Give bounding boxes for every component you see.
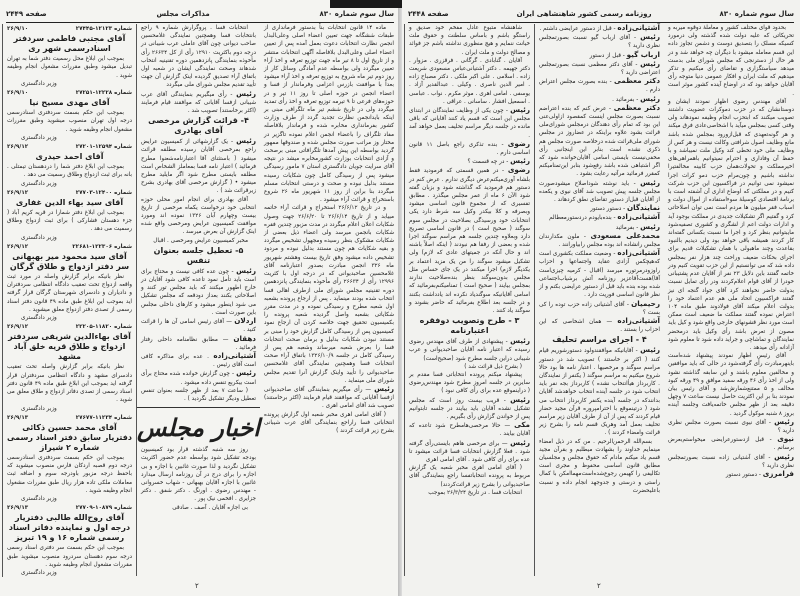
paragraph: پیشنهاد میکنم پرونده انتخاباتی فسا مقدم بر سایرین در جلسه امروز مطرح شود مهندس‌رضوی ( دراینموقع عده برای رأی کافی نبود ) xyxy=(409,371,530,395)
paragraph: ماده ۱۴ قانون انتخابات بناً بدستور فرمانداری از طبقات ششگانه جهت تعیین اعضاء اصلی وعلی‌البدل انجمن نظارت انتخابات دعوت بعمل آمده پس از تعیین اعضاء اصلی وعلی‌البدل بلافاصله آگهی انتخابات منتشر و از تاریخ اول تا ۸ تیر ماه جهت توزیع تعرفه و اخذ آراء تعیین میگردد ولی بواسطه عدم آمادگی وسائل کار از روز دوم تیر ماه شروع به توزیع تعرفه و اخذ آراء میشود بعداً با موافقت بازرس اعزامی وفرماندار از فسا و اعضاء انجمن در حوزه اصلی تا روز ۱۱ تیر و در حوزه‌های فرعی تا ۹ تیرمه توزیع تعرفه و اخذ رأی تمدید میگردد ولی در تاریخ ششم تیر ماه تلگرافی مبنی بر اینکه بایدانجمن نظارت تجدید گردد از طرف وزارت کشور بفرمانداری مخابره شده و فرماندار بلافاصله مفاد تلگراف را باعضاء انجمن اعلام نموده تاگزیر در مختار وز مراتب صورت مجلس شده و صندوقها ممهور گردید بواسطه این پیش آمدها تلگرافاتی مبنی برصحت و آزادی انتخابات بوزارت کشورمخابره میشد در نتیجه آقای سرایت جویان دادگستری استان ۷ مامور رسیدگی میشود پس از رسیدگی کامل چون شکایات رسیده مستند بدلیل نبوده و صحت و درستی انتخابات مسلم میگردد بنا براین از روز ۱۱ شهریور ماه ۲۶ شروع باستخراج و قرائت آراء میشود . xyxy=(264,25,395,204)
speaker-statement xyxy=(141,352,256,369)
reference-number: شماره ۱۲۵۹۴-۲۷۲۰۱ xyxy=(75,144,132,151)
speaker-name: رضوی xyxy=(507,165,530,175)
paragraph: بحدود قوای مختلف کشور و معاملهٔ دوقوه میربه و تحریکاتی که علیه دولت شده گذشته ولی درمورد کسیکه مسلک را بتصدیق دوست و دشمن تجاوز داده این قسم معامله میشود با دیگران چه خواهد شد و در هر حال از دسترنجی که مجلس شورای ملی بدست میدهد سیاستگزاری و تقاضای رأی میکنیم و تذکر میدهیم که ملت ایران و افکار عمومی دنیا متوجه رأی آقایان خواهد بود که در اوضاع آینده کشور موثر است . xyxy=(668,25,794,97)
speaker-name: رئیس xyxy=(640,93,660,103)
paragraph: انتخابات فسا . پروگرارش شماره ۹ راجع بانتخابات فسا وهمچنین نمایندگی غلامحسین صاحب دیوانی چون آقای عاملی عرب شیبانی در درجه دوم باکثریت ۱۲۹۱۰ رأی از کل ۲۶۶۳۴ رأی مأخوذه بنمایندگی پانزدهمین دوره تقنینیه انتخاب شدهاند وصحت نمایندگی ایشان در شعبه اول باتفاق آراء تصدیق گردیده اینک گزارش آن جهت تأیید تقدیم مجلس شورای ملی میگردد xyxy=(141,25,256,89)
paragraph: آقای بهادری برای انجام امور محلی حوزه انتخابی خود درخواست یکماه مرخصی از تاریخ بیست وچهارم آبان ۱۳۲۶ نموده اند ومورد موافقت کمیسیون عرایض ومرخصی واقع شده اینک گزارش آن بعرض میرسد . xyxy=(141,196,257,236)
column-3 xyxy=(404,24,534,576)
paragraph: ( آقای امامی اهری مخبر شعبه یک گزارش مربوط به پرونده انتخاباتفسا راجع بنمایندگی آقای صاحبدیوانی را بشرح زیر قرائت‌کردند) xyxy=(409,465,530,488)
speaker-statement xyxy=(668,435,794,452)
speaker-name: آشتیانی‌زاده xyxy=(617,212,660,222)
speaker-statement xyxy=(539,232,660,249)
article-heading: آقای احمد حیدری xyxy=(35,152,104,162)
speaker-name: رئیس xyxy=(640,345,660,355)
statement-text: — مطابق نظامنامه داخلی رفتار فرمائید . xyxy=(141,336,256,351)
statement-text: - آقای آشتیانی زاده نسبت بصورتمجلس نظری دارید ؟ xyxy=(668,454,794,469)
paragraph: نظر بانیکه برابر گزارش واصله در مورد ثبت واقعه ازدواج تحت تعقیب دادگاه انتظامی سردفتران و دادیاران و دادسرای شهرستان گرگان قرار گرفته اید بموجب این ابلاغ طبق ماده ۴۹ قانون دفتر اسناد رسمی از تصدی دفتر ازدواج معلق میشوید . xyxy=(7,274,132,313)
signature: وزیر دادگستری xyxy=(21,134,57,141)
speaker-statement xyxy=(409,166,530,315)
reference-date: ۲۶/۹/۱۲ xyxy=(7,243,29,250)
reference-date: ۲۶/۹/۱۲ xyxy=(7,324,29,331)
paragraph: بموجب این حکم بسمت سردفتری اسنادرسمی درجه دوم قصبه اردکان فارس منصوب میشوید که باحفظ درجه مزبور باودرجه سوم و اضافه ثبت معاملات ملکی تاده هزار ریال طبق مقررات مشغول انجام وظیفه شوید . xyxy=(7,454,132,494)
speaker-statement xyxy=(409,337,530,363)
speaker-name: رئیس xyxy=(374,383,394,393)
speaker-name: نمایندگان xyxy=(626,203,660,213)
statement-text: - قبل از دستور xyxy=(589,52,627,59)
statement-text: - وضعیت مملکت بکشوری است که‌هیچکس آزادی عقاید واجتماعها و احزاب راوزودرمرتوره میرسد (اقبال - کرمیه چیزی‌است آقا)هست‌آقاعزیر روزنامه آتش برشیاب‌اجتماعی شده بوده بنده باید قبل از دستور عرایضی بکنم و از نظر قانون اساسی فوریت دارد . xyxy=(539,251,660,299)
speaker-statement xyxy=(668,418,794,435)
statement-text: - آقایانیکه موافقندولود دستورشوریم قیام کنند ( اکثر بر خاستند ) تصویب شد در دستور مراسم سوگند و مرخصیها . اعتبار نامه ها بود حالا شروع میکنیم به مراسم سوگند ( یکنفر از نمایندگان . کاربرداز هیأانتخاب نشده ) کاربرداز بجه نفر باید انتخاب شود در جلسه آینده انتخاب خواهدشد آقایان بدانندکه در جلسه آینده یکنفر کاربرداز انتخاب می شود ( درتینموقع با احترامپروره قرآن مجید حضار قیام کردند که پس از آن از طرف آقایان زیر مراسم تحلیف بعمل آمد وهریک قسم نامه را بشرح زیر قرائت وامضاء کردند ) . xyxy=(539,348,660,437)
header-issue: سال سوم شماره ۸۳۰ xyxy=(319,10,394,18)
speaker-statement xyxy=(141,137,256,195)
speaker-statement xyxy=(668,470,794,479)
speaker-statement xyxy=(409,140,530,157)
reference-line xyxy=(7,504,132,512)
reference-date: ۲۶/۹/۱۳ xyxy=(7,414,29,421)
speaker-name: رئیس xyxy=(510,156,530,166)
statement-text: - عرض کنم که بنده اعتراضم نسبت بصورت مجلس اینست کمقصود ازاولی‌عنی این بود که تمام رأی دهندگان درمجلس شورای‌ملی قرائت بشود علاوه براینکه در عضاروز در مجلس شورای ملی‌قرائت شده درخلاصه صورت مجلس هم ذکری نشده است بنابر این اینجانبی رأی مخفی‌نیست بایستی اسامی آقایان‌خوانده شود که اگر اشتباهی شده باشد رفع‌شود بنابر این‌تمنامیکنم کمقرر فرمائید مرآتیه رعایت بشود . xyxy=(539,105,660,178)
reference-line xyxy=(7,89,132,97)
page-number: ۲ xyxy=(195,582,199,590)
statement-text: - آقای دکتر معظمی نسبت بصورتمجلس اعتراضی دارید ؟ xyxy=(539,61,660,77)
signature: وزیر دادگستری xyxy=(21,405,57,412)
reference-line xyxy=(7,414,132,422)
reference-number: شماره ۱۲۲۲۸-۲۷۲۵۱ xyxy=(75,90,132,97)
signature: وزیر دادگستری xyxy=(21,569,57,576)
reference-number: شماره ۱۲۱۲۳-۲۷۴۴۵ xyxy=(75,26,132,32)
statement-text: — همان اشخاصی که این احزاب را بستند . xyxy=(539,318,660,334)
running-header xyxy=(408,8,794,23)
statement-text: — برای مرخصی هاهم بایستی‌رأی گرفته شود . فعلا گزارش انتخابات فسا قرائت میشود تا عده برای رأی کافی شود . آقای امامی اهری xyxy=(409,440,530,463)
speaker-statement xyxy=(539,346,660,437)
speaker-name: رئیس xyxy=(236,265,256,275)
speaker-name: دکتر معظمی xyxy=(613,102,661,112)
speaker-statement xyxy=(539,249,660,299)
statement-text: - چون گزارش خوانده شده محتاج برأی است بیکربع تنفس داده میشود . xyxy=(141,371,256,386)
article-heading: ۴- قرائت گزارش مرخصی آقای بهادری xyxy=(148,116,249,136)
speaker-statement xyxy=(539,300,660,317)
speaker-name: رئیس xyxy=(640,221,660,231)
speaker-name: آشتیانی‌زاده xyxy=(617,315,660,325)
statement-text: - آقای نیوی نسبت بصورت مجلس نظری دارید ؟ xyxy=(668,419,794,434)
paragraph: نظر بانیکه برابر گزارش واصله تحت تعقیب دادسرای مشهد و دادگاه انتظامی سردفتران قرار گرفته اید بموجب این ابلاغ طبق ماده ۴۹ قانون دفتر اسناد رسمی از تصدی دفاتر ازدواج و طلاق معلق می شوید . xyxy=(7,364,132,404)
column-1 xyxy=(664,24,798,576)
paragraph: روز سه شنبه گذشته قرار بود کمیسیون بودجه تشکیل شود بواسطه عدم حضور اکثریت تشکیل نگردید و لذا صورت غائبین با اجازه و بی اجازه را برای درج در آن روزنامه ارسال میدارد غائبین با اجازه آقایان بهبهانی - شهاب خسروانی - مهندس رضوی . اورنگ . دکتر شفق . دکتر جزایری . افخمی نیک پور . xyxy=(141,447,256,503)
paragraph: بموجب این ابلاغ محل رسمیت دفتر شما به تهران تبدیل میشود وطبق مقررات مشغول انجام وظیفه شوید . xyxy=(7,56,132,79)
statement-text: - بنده بصورت مجلس اعتراض دارم . xyxy=(539,79,660,94)
speaker-statement xyxy=(141,90,256,116)
statement-text: - باید نوشته شوداصلاح میشودصورت مجلس جلسه پیش تصویب شد آقای نیوی و یکعده از آقایان قبل‌از دستور تقاضای نطق کردهاند . xyxy=(539,180,660,204)
paragraph: شاهنشاه متبوع عادل مفخم خود صدیق و راستگو باشم و باساس سلطنت و حقوق ملت خیانت ننمایم و هیچ منظوری نداشته باشم جز فوائد و مصالح دولت و ملت ایران . xyxy=(409,25,530,56)
statement-text: - آقای ارباب گیو نسبت بصورتمجلس نظری دارید ؟ xyxy=(539,35,660,50)
reference-line xyxy=(7,143,132,151)
speaker-name: رئیس xyxy=(236,88,256,98)
paragraph: بموجب این ابلاغ دفتر شما را دردهستان تیمتلی . بانه برای ثبت ازدواج وطلاق رسمیت می دهد . xyxy=(7,164,132,179)
statement-text: - بنده‌بایودم دردستورمعطالم xyxy=(549,215,618,222)
column-2 xyxy=(534,24,664,576)
paragraph: ( ساعت ۷ بعد از ظهر جلسه بعنوان تنفس تعطیل ودیگر تشکیل نگردید ) . xyxy=(141,387,256,402)
speaker-name: رئیس xyxy=(640,32,660,42)
paragraph: بموجب این حکم بسمت سردفتری اسنادرسمی درجه اول تهران منصوب میشوید وطبق مقررات مشغول انجام وظیفه شوید . xyxy=(7,110,132,133)
paragraph: انتخابات فسا . در تاریخ ۲۶/۳/۲۴ بموجب xyxy=(428,489,522,496)
speaker-name: رئیس xyxy=(510,336,530,346)
statement-text: — رأی میگیریم بنمایندگی آقای صاحبدیوانی ازفسا آقایانی که موافقند قیام فرمایند (اکثر برخاستند) تصویب شد آقای امامی اهری . xyxy=(264,386,394,410)
article-heading: آقای محمد حسین ذکائی دفتریار سابق دفتر اسناد رسمی شماره ۲ شیراز xyxy=(7,422,132,452)
article-heading: آقای مهدی مسیح نیا xyxy=(29,98,110,108)
signature: وزیر دادگستری xyxy=(21,315,57,322)
speaker-name: رئیس xyxy=(640,177,660,187)
speaker-statement xyxy=(668,453,794,470)
speaker-statement xyxy=(409,421,530,438)
statement-text: - بفرمائید xyxy=(615,224,641,231)
paragraph: آقای مهندس رضوی اظهار نمودند ایشان و دوستانشان که در حزب دموکرات عضویت داشتند تصویب میکنند که ابتحزب انجام وظیفه نمودهاند ولی وقتی کسی بمجلس میآید با اشخاصی‌عادی فرق میکند و هر گونه‌تعهدی که قبل‌ازورود بمجلس شده باشد مانع وظایف اصول شرافتی وکالت نیست و هر کس از وظایف ملی خود تخطی کند وکیل ملت نمیباشد و با حفظ آن وفاداری و احترام نمیتوانیم باهمراهی‌های اخیرمملکت و تحولات‌همان حزب کابینه مخالفتیرا نداشته باشیم و چون‌مرام حزب دمو کرات اجرا نمیشود نمی توانیم در فراکسیون این حزب شرکت کنیم و در مملکتی که اوضاع اداری آن آشفته است با برنامهٔ اقتصادی کوسیلهٔ سوءاستفاده از اموال دولت و اسباب فقر میلیون ها مردم است نمی توان اصلاحاتی کرد و گفتیم اگر تشکیلات جدیدی در مملکت بوجود آید و ادارات دولت اعم از لشگری و کشوری تصفیه‌شود مایبتوانیم بنظر کرد و اجرا ما نسبت بکسانی گفته‌اند کار کردند همیشه باقی خواهد بود ولی دیدیم بالنبود بقاعدت وچند ماهبولی با همان تشکیلات قدیم برای اجرای بحکات ضعیف وراحت چند هزار نفر بمجلس داده شد که می توانستیم از این حزب تقویت کنیم ودر خاتمه گفتند باین دلایل ۲۳ نفر از آقایان عدم پشتیبانی خودرا از آقای قوام اعلام‌کردند ودر رأی تمایل نسبت بدولت حاضر نخواهند کرد آقای جواد گنجه ای نیز گفتند فراکسیون اتحاد ملی هم عدم اعتماد خود را بدولت اعلام میکند آقای فولادوند طبق ماده ۱۰۴ اعتراض نموده گفتند مملکت ما ضعیف است ممکن است مورد نظر قشونهای خارجی واقع شود و کیل باید مصون از تعرض باشد رأی وکیل باید درمحضر نمایندگان و تماشاچی و جراید داده شود تا معلوم شود آزادانه رأی میدهد . xyxy=(668,98,794,351)
speaker-statement xyxy=(539,77,660,94)
reference-line xyxy=(7,323,132,331)
header-section: مذاکرات مجلس xyxy=(156,10,210,18)
statement-text: — آقای رئیس اسامی آن ها را قرائت کنید . xyxy=(141,319,256,334)
speaker-name: آشتیانی‌زاده xyxy=(617,248,660,258)
speaker-name: رئیس xyxy=(236,368,256,378)
article-heading: آقای بهاءالدین شریفی سردفتر ازدواج و طلاق قریه خلق آباد مشهد xyxy=(8,332,131,362)
paragraph: ( بشرح ذیل قرائت شد ) xyxy=(464,363,522,370)
paragraph: مخبر کمیسیون عرایض ومرخصی . اقبال xyxy=(153,237,248,244)
reference-number: شماره ۱۱۸۲۰-۲۲۲۰۵ xyxy=(75,324,132,331)
article-heading: ۳ - طرح وتصویب دوفقره اعتبارنامه xyxy=(419,316,520,336)
speaker-name: اردلان xyxy=(234,316,256,326)
paragraph: بموجب این ابلاغ دفتر شمارا در قریه کریم آباد ( جزء دهستان فشارکی ) برای ثبت ازدواج وطلاق رسمیت می دهد . xyxy=(7,210,132,233)
masthead-logo: اخبار مجلس xyxy=(137,407,260,444)
right-page xyxy=(402,0,800,596)
speaker-name: رئیس xyxy=(774,451,794,461)
statement-text: - چون یکی از وظایف نمایندگان در ابتدای مجلس این است که قسم یاد کنند آقایانی که باقی مانده در جلسه دیگر مراسم تحلیف بعمل خواهد آمد . xyxy=(409,108,530,139)
signature: وزیر دادگستری xyxy=(21,80,57,87)
speaker-statement xyxy=(264,385,394,411)
statement-text: - قریب بیست روز است که مجلس تشکیل نشده آقایان باید بیایند در جلسه تابتوانیم پس از خواندن گزارش رأی بگیریم . xyxy=(409,397,530,420)
speaker-name: نیوی xyxy=(777,434,794,444)
speaker-name: رئیس xyxy=(510,394,530,404)
reference-number: شماره ۱۰۸۷۹-۲۷۷۰۹ xyxy=(75,505,132,512)
paragraph: و در تاریخ ۲۶/۶/۱۲ استخراج و قرائت آراء خاتمه مییابد و از تاریخ ۲۶/۶/۱۴ تا ۲۶/۶/۲۰ جهت وصول شکایات اعلان اعلام میگردد در مدت مزبور چندین فقره شکایات بانجمن میرسد ولی اعضاء ذیل بعضی از شکایات مشکوک بنظر رسیده ومجهول تشخیص میگردد و بقیه شکایات هم چون مستند بدلیل نبوده و مردود تشخیص داده میشود وفق تاریخ بیست وهشتم شهریور ماه ۳۲۶ انجمن مبادرت بصدور اعتبارنامه آقای غلامحسین صاحبدیوانی که در درجه اول با کثریت ۱۲۹۹۶ رأی از ۲۶۶۳۴ رأی مأخوذه بنمایندگی پانزدهمین دوره تقنینیه مجلس شورای ملی ازطرف اهالی فسا انتخاب شده بودند مینماید . پس از ارجاع پرونده بشعبه اول شعبه مطرح و رسیدگی نموده و در مدت مقرر شکایاتی بشعبه واصل گردیده شعبه پرونده را بکمیسیون تحقیق جهت خلاصه کردن آن ارجاع نمود کمیسیون پس از رسیدگی کامل گزارش خود را مبنی بر مستند نبودن شکایات بدلیل و برمان صحت انتخابات فسا را بعرض شعبه میرساند وشعبه هم پس از رسیدگی کامل در جلسه ۱۳۲۶/۱۰/۹ باتفاق آراء صحت انتخابات فسا وهمچنین نمایندگی آقای غلامحسین صاحبدیوانی را تأیید واینک گزارش آنرا تقدیم مجلس شورای ملی مینماید . xyxy=(264,205,395,384)
speaker-name: رئیس xyxy=(236,136,256,146)
page-number: ۲ xyxy=(597,582,601,590)
column-3 xyxy=(2,24,136,577)
speaker-name: رئیس xyxy=(774,416,794,426)
paragraph: ( آقای امامی اهری مخبر شعبه اول گزارش پرونده انتخاباتی فسا راراجع بنمایندگی آقای عرب شیبانی بشرح زیر قرائت کردند ) xyxy=(264,411,394,434)
statement-text: - در چه قسمت ؟ xyxy=(467,159,511,166)
statement-text: - بنده تذکری راجع باصل ۱۱ قانون اساسی دارم . xyxy=(409,141,530,157)
reference-line xyxy=(7,189,132,197)
column-2 xyxy=(136,24,260,576)
paragraph: آقایان . گنابادی . گرگانی . فرقزری . مزوار . دکتر جهیمه . دکتر آشتیانی‌عباس مسعودی شریعت زاده . اسلامی . علی اکبر ملکی . دکتر مصباح زاده . امیر الدین ناصری . وکیلی . عبدالقدیر آزاد . یوسفی . امامی اهری . موثر مکرم . نواب . عباسی . اسمعیل افشار . ساسانی . عراقی . xyxy=(409,57,530,105)
speaker-name: مکی xyxy=(514,420,530,430)
reference-date: ۲۶/۹/۱۳ xyxy=(7,505,29,512)
article-heading: آقای روح‌الله طالبی دفتریار درجه اول و نماینده دفاتر اسناد رسمی شماره ۱۶ و ۱۹ تبریز xyxy=(8,513,131,543)
reference-date: ۲۶/۹/۱۲ xyxy=(7,144,29,151)
reference-date: ۲۶/۹/۱۰ xyxy=(7,26,29,32)
speaker-statement xyxy=(409,106,530,140)
article-heading: آقای مجتبی فاطمی سردفتر اسنادرسمی شهر ری xyxy=(13,34,126,54)
statement-text: - در همین قسمتی که فرمودید فقط بلشاه آوری‌میکنم‌عرض دیگری ندارم . عرض کنم در دستور هم فرمودید که گذاشته شود و بزبان گفته شود الآن ۶ ماه از عمر مجلس میگذرد . مطابق تفسیری که از مجموع قانون اساسی میشود وبصرفه و کلا بیکدر وکیل سه شرط دارد یکی انتخابات خود ورسیدگی بصلاحیت در مجلس سوم سوگند ( صحیح است ) در قانون اساسی تصریح دارد وبعلاوه چندین جلسه هم مراسم سوگند اجرا شده و بعضی از رفقا هم نبودند ( اینکه اصلاً باشنه اند و حال آنکه در جمیتهای عادی که لازم) ولی تشکیل میشود سوگند را من یک مزید اعتماد بر یکدیگر لازم) اجرا میکنند در یک جای حساس مثل مجلس بدون‌سوگند بنظر بنده‌صلاحیت ندارند بمجلس بیایند ( صحیح است ) تمنامیکنم‌بفرمائید که اسامی آقایانیکه سوگندیاد نکرده اند یادداشت بکنند و در جلسه بعد اطلاع بفرمائید که حاضر بشوند و سوگند یاد کنند . xyxy=(409,168,530,314)
speaker-statement xyxy=(539,60,660,77)
speaker-name: رضوی xyxy=(507,138,530,148)
reference-line xyxy=(7,243,132,251)
signature: وزیر دادگستری xyxy=(21,495,57,502)
speaker-name: دکتر معظمی xyxy=(614,76,661,86)
speaker-name: محمدعلی مسعودی xyxy=(590,230,660,240)
speaker-name: فرامرزی xyxy=(762,468,794,478)
header-section: روزنامه رسمی کشور شاهنشاهی ایران xyxy=(516,10,652,18)
speaker-name: رئیس xyxy=(510,105,530,115)
statement-text: - ملون مکدارندان مجلس رانشاده اند بوده مجلس رابیاورانند . xyxy=(539,233,660,249)
statement-text: - پیشنهادی از طرف آقای مهندس رضوی رسیده که اعتبار نامه آقایان صاحبدیوانی و عرب شیبانی دراین جلسه مطرح شود (صحیح‌است) xyxy=(409,339,530,362)
statement-text: - رأی میگیریم بنمایندگی آقای عرب شیبانی ازفسا آقایانی که موافقند قیام فرمایند (اکثر برخاستند) تصویب شد . xyxy=(141,91,256,115)
speaker-statement xyxy=(141,267,256,317)
statement-text: - چون عده کافی نیست و محتاج برای است باید تأمل نمود تاعده کافی شود آقایان در خارج اطهور میکنند که باید مجلس تور کنند و اصلاحاتی بکنند بعداز دودقعه که مجلس تشکیل می شود اینطور میشود و کارهای داخلی مجلس باین صورت است . xyxy=(141,268,256,316)
paragraph: آقای رئیس اظهار نمودند پیشنهاد شده‌است باینهرمبادرت رأی گرفته‌شود در حالی که باید موافقین و مخالفین معلوم باشند و این سابقه گذاشته نشود ولی از اخذ رأی ۴۶ ورقه سفید موافق و ۴۹ ورقه کبود مخالف و ۵ ممتنع‌شمارش‌شد و آقای رئیس بیان نمودند بنا بر این اکثریت حاصل نیست ساعت ۷ وچهل دقیقه بعد از ظهر مجلس خاتمه‌یافت وجلسه آینده بروز ۸ شنبه موکول گردید . xyxy=(668,353,795,417)
speaker-statement xyxy=(141,369,256,386)
signature: وزیر دادگستری xyxy=(21,180,57,187)
statement-text: - قبل ازدستورعرایضی میخواستم‌بعرض برسانم . xyxy=(668,437,794,452)
speaker-name: دهقان xyxy=(233,333,256,343)
column-1 xyxy=(260,24,398,576)
article-heading: ۴ - اجرای مراسم تحلیف xyxy=(552,335,647,345)
statement-text: - آقای آشتیانی زاده حزب توده را کی بست ؟ xyxy=(539,301,660,316)
speaker-statement xyxy=(409,439,530,465)
reference-number: شماره ۱۲۲۳۰۶-۲۲۶۸۱ xyxy=(72,243,132,250)
statement-text: . عده برای مذاکره کافی است آقای رئیس . xyxy=(141,353,256,369)
header-page: صفحه ۲۴۴۸ xyxy=(408,10,449,18)
running-header xyxy=(6,8,394,23)
speaker-name: رحیمیان xyxy=(631,298,660,308)
paragraph: بسم‌الله الرحمن‌الرحیم . من که در ذیل امضاء مینمایم خداوند را بشهادت میطلبم و بقرآن مجید قسم یاد میکنم مادام که حقوق مجلس و مجلسیان مطابق قانون اساسی محفوظ و مجری است تکالیفی را کهبمن رجوع‌شده‌است‌مهماامکن با کمال راستی و درستی و جدوجهد انجام داده و نسبت باعلیحضرت xyxy=(539,438,660,494)
speaker-name: آشتیانی‌زاده xyxy=(213,350,256,360)
article-heading: آقای سید محمود میر بهبهانی سر دفتر ازدواج و طلاق گرگان xyxy=(9,252,130,272)
reference-date: ۲۶/۹/۱۰ xyxy=(7,90,29,97)
reference-number: شماره ۱۱۲۳۴-۲۷۶۷۷ xyxy=(75,414,132,421)
statement-text: - یک گزارشهائی از کمیسیون عرایض راجع بمرخصی آقایان رسیده مطلقه قرائت میشود ( باستثنای آقا اعتبارنامه‌شعنوا مطرح فرمائید ) اعتبار نامه فسا بمعاملز الشخاص است مطلقه بایستی مطرح شود اگر مایلید مطرح میشود • ( گزارش مرخصی آقای بهادری بشرح زیرقرائت شد ) . xyxy=(141,139,256,195)
speaker-statement xyxy=(409,396,530,422)
statement-text: - دستور دستور xyxy=(725,471,763,478)
speaker-name: رئیس xyxy=(640,58,660,68)
header-page: صفحه ۲۴۴۹ xyxy=(6,10,47,18)
statement-text: — حالا مرخصی‌هامطرح شود تاعده‌ که آقایان بیایند . xyxy=(409,423,530,438)
article-heading: ۵- تعطیل جلسه بعنوان تنفس xyxy=(153,245,244,265)
signature: وزیر دادگستری xyxy=(21,234,57,241)
reference-line xyxy=(7,25,132,33)
paragraph: بموجب این حکم بسمت سر دفتری اسناد رسمی درجه سوم دهستان سردرود منصوب میشوید طبق مقررات مشغول انجام وظیفه شوید . xyxy=(7,545,132,568)
reference-number: شماره ۱۲۴۰۰-۲۷۷۰۳ xyxy=(75,189,132,196)
speaker-statement xyxy=(539,104,660,179)
statement-text: - قبل از دستور عرایضی داشتم . xyxy=(539,26,618,32)
statement-text: - بفرمائید . xyxy=(612,96,641,103)
article-heading: آقای سید بهاء الدین غفاری xyxy=(15,198,124,208)
speaker-name: رئیس xyxy=(510,437,530,447)
speaker-statement xyxy=(539,33,660,50)
paragraph: بی اجازه آقایان . آصف . صادقی xyxy=(172,504,248,511)
speaker-statement xyxy=(539,179,660,205)
speaker-name: ارباب گیو xyxy=(626,49,660,59)
statement-text: - دستور دستور xyxy=(590,206,627,213)
speaker-name: آشتیانی‌زاده xyxy=(617,23,660,32)
header-issue: سال سوم شماره ۸۳۰ xyxy=(719,10,794,18)
speaker-statement xyxy=(141,317,256,334)
reference-date: ۲۶/۹/۱۲ xyxy=(7,189,29,196)
speaker-statement xyxy=(539,317,660,334)
speaker-statement xyxy=(141,335,256,352)
